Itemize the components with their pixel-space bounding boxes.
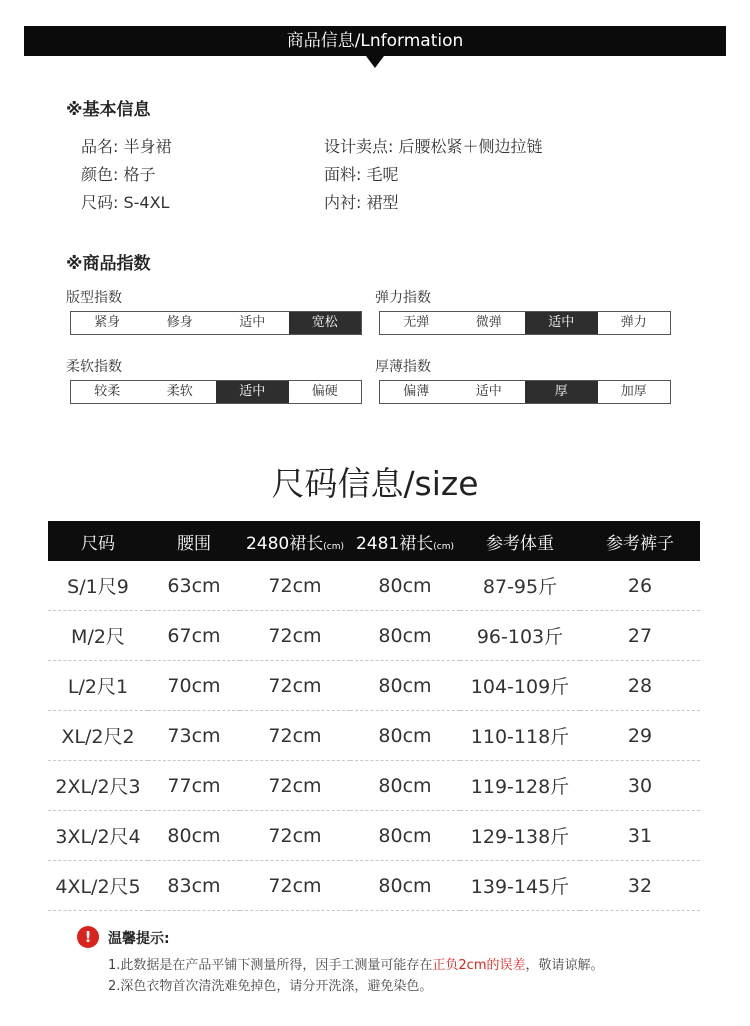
cell-length-2481: 80cm <box>350 661 460 711</box>
cell-pants: 32 <box>580 861 700 911</box>
cell-length-2481: 80cm <box>350 811 460 861</box>
table-row <box>48 611 700 661</box>
header-waist: 腰围 <box>148 521 240 561</box>
info-color: 颜色: 格子 <box>81 165 156 184</box>
cell-length-2480: 72cm <box>240 811 350 861</box>
scale-option: 偏薄 <box>403 384 430 399</box>
cell-length-2481: 80cm <box>350 611 460 661</box>
table-row <box>48 761 700 811</box>
scale-option: 微弹 <box>475 315 502 330</box>
header-size: 尺码 <box>48 521 148 561</box>
cell-pants: 30 <box>580 761 700 811</box>
info-product-name: 品名: 半身裙 <box>81 137 172 156</box>
indices-title: ※商品指数 <box>66 254 151 274</box>
cell-size: 3XL/2尺4 <box>48 811 148 861</box>
cell-size: 4XL/2尺5 <box>48 861 148 911</box>
scale-option: 厚 <box>525 381 598 403</box>
scale-option: 柔软 <box>166 384 193 399</box>
header-arrow-icon <box>366 56 384 68</box>
scale-option: 偏硬 <box>311 384 338 399</box>
cell-size: S/1尺9 <box>48 561 148 611</box>
cell-weight: 110-118斤 <box>460 711 580 761</box>
info-lining: 内衬: 裙型 <box>324 193 399 212</box>
cell-waist: 70cm <box>148 661 240 711</box>
cell-length-2480: 72cm <box>240 761 350 811</box>
cell-weight: 139-145斤 <box>460 861 580 911</box>
index-scale-thickness <box>379 380 671 404</box>
cell-waist: 77cm <box>148 761 240 811</box>
header-pants: 参考裤子 <box>580 521 700 561</box>
info-fabric: 面料: 毛呢 <box>324 165 399 184</box>
header-title: 商品信息/Lnformation <box>286 31 464 51</box>
cell-pants: 29 <box>580 711 700 761</box>
table-row <box>48 661 700 711</box>
index-scale-softness <box>70 380 362 404</box>
size-table-header-row <box>48 521 700 561</box>
scale-option: 适中 <box>239 315 266 330</box>
scale-option: 无弹 <box>403 315 430 330</box>
tips-title: 温馨提示: <box>108 931 170 947</box>
cell-size: 2XL/2尺3 <box>48 761 148 811</box>
tips-highlight: 正负2cm的误差 <box>432 958 526 973</box>
info-size-range: 尺码: S-4XL <box>81 193 170 212</box>
cell-length-2481: 80cm <box>350 761 460 811</box>
info-design-feature: 设计卖点: 后腰松紧＋侧边拉链 <box>324 137 543 156</box>
header-bar <box>24 26 726 56</box>
scale-option: 宽松 <box>289 312 362 334</box>
cell-weight: 104-109斤 <box>460 661 580 711</box>
cell-weight: 96-103斤 <box>460 611 580 661</box>
basic-info-title: ※基本信息 <box>66 100 151 120</box>
scale-option: 紧身 <box>94 315 121 330</box>
index-label-thickness: 厚薄指数 <box>375 359 431 375</box>
cell-pants: 31 <box>580 811 700 861</box>
scale-option: 适中 <box>475 384 502 399</box>
cell-weight: 87-95斤 <box>460 561 580 611</box>
table-row <box>48 811 700 861</box>
cell-length-2480: 72cm <box>240 611 350 661</box>
cell-length-2480: 72cm <box>240 661 350 711</box>
cell-pants: 27 <box>580 611 700 661</box>
cell-waist: 67cm <box>148 611 240 661</box>
table-row <box>48 561 700 611</box>
tips-line-1 <box>108 954 604 973</box>
cell-waist: 63cm <box>148 561 240 611</box>
cell-length-2481: 80cm <box>350 861 460 911</box>
cell-length-2481: 80cm <box>350 711 460 761</box>
scale-option: 适中 <box>525 312 598 334</box>
index-scale-fit <box>70 311 362 335</box>
index-label-elasticity: 弹力指数 <box>375 290 431 306</box>
index-label-fit: 版型指数 <box>66 290 122 306</box>
scale-option: 修身 <box>166 315 193 330</box>
cell-length-2480: 72cm <box>240 561 350 611</box>
scale-option: 较柔 <box>94 384 121 399</box>
scale-option: 弹力 <box>620 315 647 330</box>
cell-pants: 26 <box>580 561 700 611</box>
table-row <box>48 861 700 911</box>
cell-waist: 83cm <box>148 861 240 911</box>
index-label-softness: 柔软指数 <box>66 359 122 375</box>
warning-icon: ! <box>77 926 99 948</box>
cell-size: L/2尺1 <box>48 661 148 711</box>
cell-size: XL/2尺2 <box>48 711 148 761</box>
cell-length-2480: 72cm <box>240 711 350 761</box>
header-length-2481: 2481裙长(cm) <box>350 521 460 561</box>
header-length-2480: 2480裙长(cm) <box>240 521 350 561</box>
table-row <box>48 711 700 761</box>
size-table <box>48 521 700 911</box>
cell-pants: 28 <box>580 661 700 711</box>
scale-option: 加厚 <box>620 384 647 399</box>
size-section-title: 尺码信息/size <box>271 464 479 503</box>
scale-option: 适中 <box>216 381 289 403</box>
cell-weight: 129-138斤 <box>460 811 580 861</box>
cell-waist: 80cm <box>148 811 240 861</box>
cell-length-2480: 72cm <box>240 861 350 911</box>
index-scale-elasticity <box>379 311 671 335</box>
cell-size: M/2尺 <box>48 611 148 661</box>
tips-line-1-end: ，敬请谅解。 <box>525 958 604 973</box>
tips-line-1-text: 1.此数据是在产品平铺下测量所得，因手工测量可能存在 <box>108 958 433 973</box>
tips-line-2: 2.深色衣物首次清洗难免掉色，请分开洗涤，避免染色。 <box>108 979 433 994</box>
cell-weight: 119-128斤 <box>460 761 580 811</box>
cell-waist: 73cm <box>148 711 240 761</box>
header-weight: 参考体重 <box>460 521 580 561</box>
cell-length-2481: 80cm <box>350 561 460 611</box>
